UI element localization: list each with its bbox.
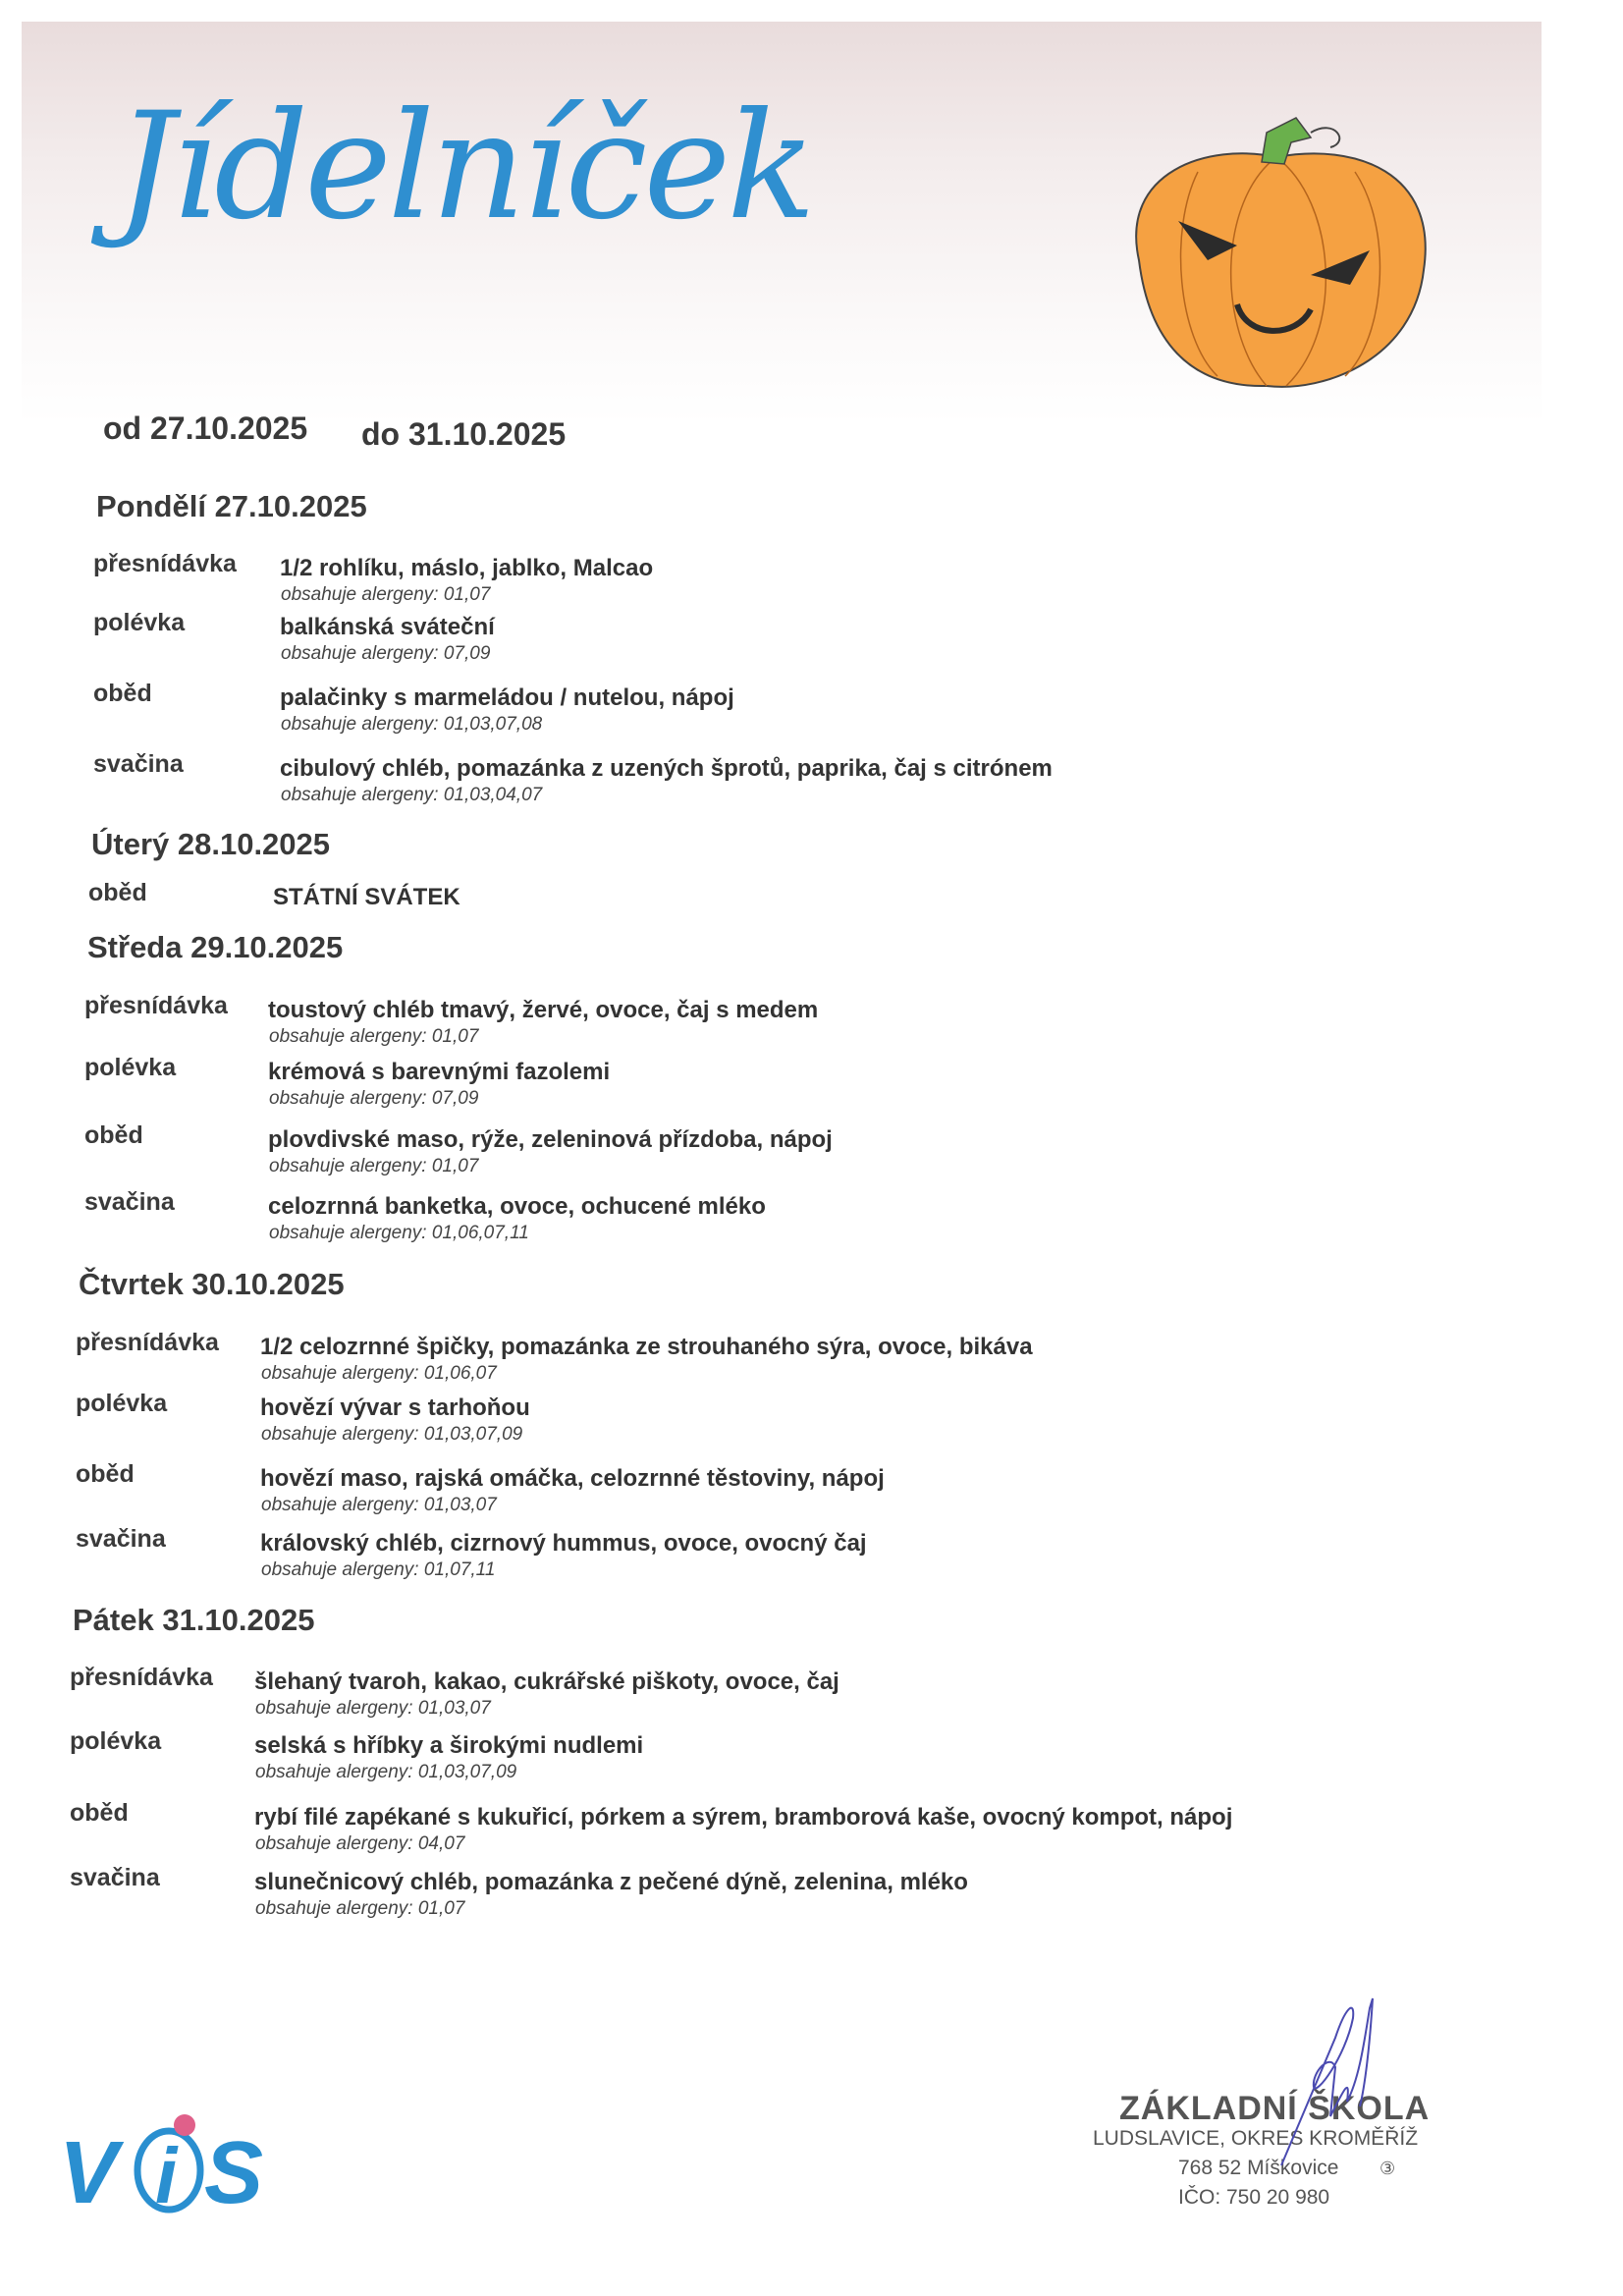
- meal-food: hovězí maso, rajská omáčka, celozrnné těstoviny, nápoj: [260, 1465, 885, 1492]
- meal-label: polévka: [84, 1054, 177, 1081]
- meal-label: svačina: [70, 1864, 160, 1891]
- meal-allergens: obsahuje alergeny: 01,07: [255, 1898, 465, 1919]
- signature: [1276, 1979, 1424, 2175]
- meal-label: svačina: [93, 750, 184, 778]
- date-to: do 31.10.2025: [361, 416, 567, 452]
- meal-allergens: obsahuje alergeny: 01,03,07: [255, 1698, 491, 1719]
- vis-logo: [59, 2109, 285, 2217]
- meal-label: oběd: [84, 1121, 143, 1149]
- meal-allergens: obsahuje alergeny: 01,06,07,11: [269, 1223, 529, 1243]
- meal-food: balkánská sváteční: [280, 614, 495, 640]
- meal-food: 1/2 celozrnné špičky, pomazánka ze strouhaného sýra, ovoce, bikáva: [260, 1334, 1033, 1360]
- meal-food: rybí filé zapékané s kukuřicí, pórkem a sýrem, bramborová kaše, ovocný kompot, nápoj: [254, 1804, 1233, 1831]
- date-from: od 27.10.2025: [103, 410, 308, 446]
- meal-food: selská s hříbky a širokými nudlemi: [254, 1732, 644, 1759]
- meal-allergens: obsahuje alergeny: 01,06,07: [261, 1363, 497, 1384]
- meal-food: cibulový chléb, pomazánka z uzených šprotů, paprika, čaj s citrónem: [280, 755, 1053, 782]
- meal-label: přesnídávka: [84, 992, 228, 1019]
- school-city: 768 52 Míškovice: [1178, 2157, 1339, 2179]
- svg-text:S: S: [204, 2124, 264, 2217]
- meal-label: přesnídávka: [76, 1329, 219, 1356]
- meal-food: 1/2 rohlíku, máslo, jablko, Malcao: [280, 555, 654, 581]
- meal-food: celozrnná banketka, ovoce, ochucené mléko: [268, 1193, 766, 1220]
- pumpkin-icon: [1100, 113, 1453, 398]
- meal-allergens: obsahuje alergeny: 01,03,04,07: [281, 785, 543, 805]
- meal-allergens: obsahuje alergeny: 01,03,07,09: [261, 1424, 523, 1445]
- meal-allergens: obsahuje alergeny: 01,03,07: [261, 1495, 497, 1515]
- meal-label: přesnídávka: [93, 550, 237, 577]
- meal-label: oběd: [76, 1460, 135, 1488]
- meal-label: přesnídávka: [70, 1664, 213, 1691]
- school-name: ZÁKLADNÍ ŠKOLA: [1119, 2090, 1431, 2127]
- meal-allergens: obsahuje alergeny: 04,07: [255, 1833, 465, 1854]
- meal-allergens: obsahuje alergeny: 01,07: [269, 1156, 479, 1176]
- day-heading: Čtvrtek 30.10.2025: [79, 1267, 345, 1301]
- page-title: Jídelníček: [116, 82, 813, 252]
- meal-food: krémová s barevnými fazolemi: [268, 1059, 611, 1085]
- meal-label: oběd: [70, 1799, 129, 1827]
- meal-allergens: obsahuje alergeny: 01,07,11: [261, 1559, 496, 1580]
- meal-food: královský chléb, cizrnový hummus, ovoce, ovocný čaj: [260, 1530, 867, 1557]
- meal-label: oběd: [93, 680, 152, 707]
- meal-allergens: obsahuje alergeny: 01,07: [281, 584, 491, 605]
- meal-label: oběd: [88, 879, 147, 906]
- day-heading: Pondělí 27.10.2025: [96, 489, 367, 523]
- meal-allergens: obsahuje alergeny: 01,07: [269, 1026, 479, 1047]
- meal-food: palačinky s marmeládou / nutelou, nápoj: [280, 684, 734, 711]
- meal-allergens: obsahuje alergeny: 07,09: [281, 643, 491, 664]
- meal-food: STÁTNÍ SVÁTEK: [273, 884, 460, 910]
- meal-label: polévka: [76, 1390, 168, 1417]
- meal-food: plovdivské maso, rýže, zeleninová přízdoba, nápoj: [268, 1126, 833, 1153]
- meal-food: toustový chléb tmavý, žervé, ovoce, čaj s medem: [268, 997, 819, 1023]
- meal-allergens: obsahuje alergeny: 07,09: [269, 1088, 479, 1109]
- meal-label: polévka: [70, 1727, 162, 1755]
- svg-text:V: V: [59, 2124, 119, 2217]
- meal-food: slunečnicový chléb, pomazánka z pečené dýně, zelenina, mléko: [254, 1869, 968, 1895]
- day-heading: Pátek 31.10.2025: [73, 1603, 315, 1637]
- svg-text:i: i: [155, 2132, 178, 2217]
- day-heading: Úterý 28.10.2025: [91, 827, 331, 861]
- meal-label: polévka: [93, 609, 186, 636]
- stamp-number: ③: [1380, 2159, 1396, 2178]
- meal-food: hovězí vývar s tarhoňou: [260, 1394, 530, 1421]
- meal-allergens: obsahuje alergeny: 01,03,07,08: [281, 714, 543, 735]
- meal-allergens: obsahuje alergeny: 01,03,07,09: [255, 1762, 517, 1782]
- meal-label: svačina: [76, 1525, 166, 1553]
- school-ico: IČO: 750 20 980: [1178, 2186, 1330, 2209]
- meal-label: svačina: [84, 1188, 175, 1216]
- school-address: LUDSLAVICE, OKRES KROMĚŘÍŽ: [1093, 2127, 1419, 2150]
- meal-food: šlehaný tvaroh, kakao, cukrářské piškoty, ovoce, čaj: [254, 1668, 839, 1695]
- day-heading: Středa 29.10.2025: [87, 930, 344, 964]
